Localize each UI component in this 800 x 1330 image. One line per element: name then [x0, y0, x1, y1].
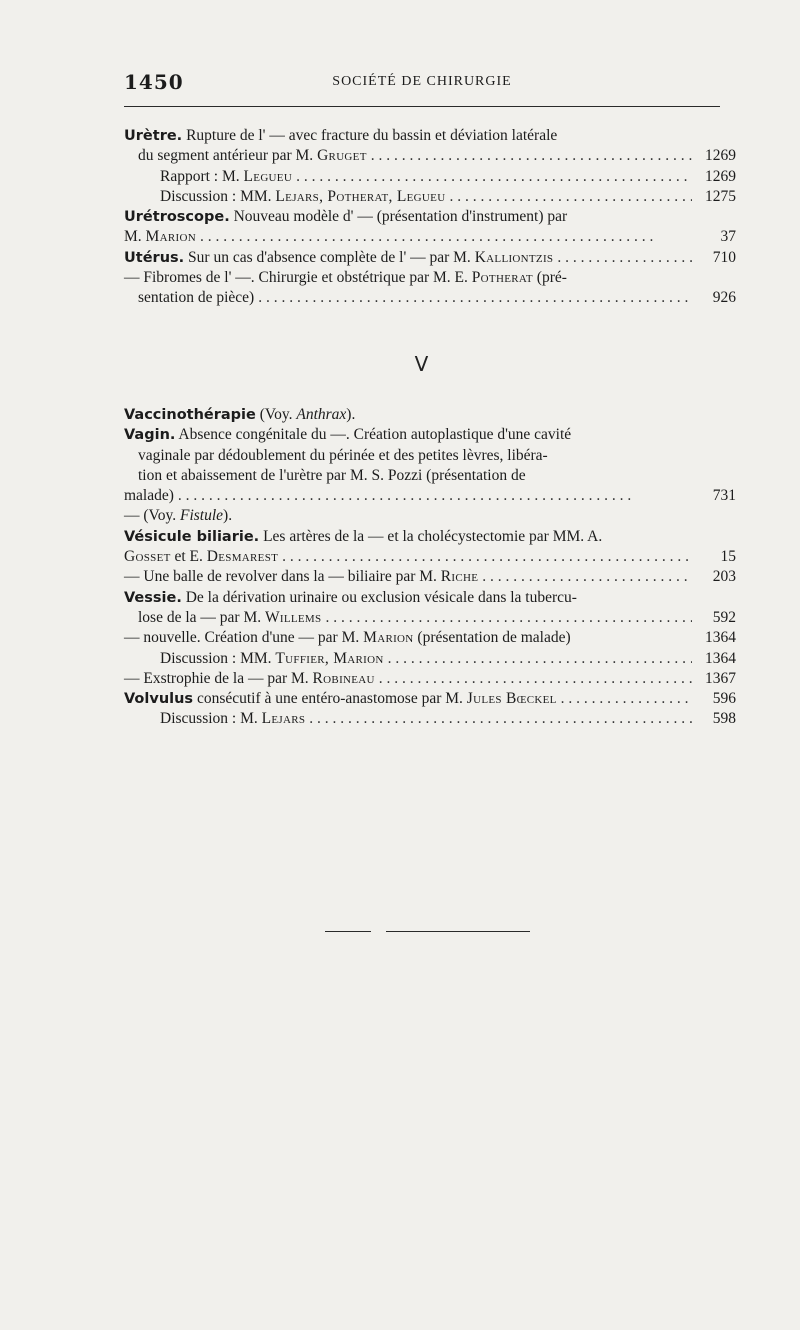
index-entry-line [124, 689, 736, 709]
entry-text [124, 126, 557, 146]
page-reference: 1275 [705, 187, 736, 205]
author-name: Jules Bœckel [466, 690, 557, 708]
entry-text [138, 466, 526, 486]
entry-text-part: Discussion : M. [160, 710, 262, 728]
entry-text-part: du segment antérieur par M. [138, 147, 318, 165]
entry-text-part: Rupture de l' — avec fracture du bassin et déviation latérale [182, 127, 558, 144]
entry-text [124, 669, 375, 689]
index-entry-line [124, 425, 736, 445]
index-entry-line [124, 486, 736, 506]
entry-headword: Volvulus [124, 691, 194, 708]
index-entry-line [124, 288, 736, 308]
section-letter: V [414, 352, 429, 376]
index-entry-line [124, 207, 736, 227]
dot-leader [292, 167, 692, 187]
dot-leader [375, 669, 692, 689]
entry-text [124, 547, 278, 567]
entry-text [124, 588, 577, 608]
author-name: Potherat [471, 269, 533, 287]
page-reference: 598 [712, 710, 736, 728]
entry-text-part: ). [346, 406, 356, 423]
index-entry-line [124, 466, 736, 486]
entry-text-part: Anthrax [296, 406, 347, 423]
dot-leader [553, 248, 692, 268]
entry-text-part: M. [124, 228, 146, 246]
running-title: SOCIÉTÉ DE CHIRURGIE [332, 74, 512, 89]
entry-text [138, 446, 548, 466]
page-number: 1450 [124, 70, 184, 94]
entry-text-part: sentation de pièce) [138, 289, 255, 307]
entry-text [124, 689, 557, 709]
entry-text [160, 709, 305, 729]
entry-text [124, 486, 174, 506]
dot-leader [278, 547, 692, 567]
author-name: Riche [440, 568, 479, 586]
end-rule-right [386, 931, 530, 932]
entry-text-part: Fistule [179, 507, 224, 525]
dot-leader [557, 689, 692, 709]
entry-text [124, 425, 571, 445]
entry-headword: Urètre. [124, 128, 183, 144]
entry-text-part: consécutif à une entéro-anastomose par M. [193, 690, 467, 708]
page-reference: 1364 [705, 629, 736, 647]
index-entry-line [124, 547, 736, 567]
index-entry-line [124, 709, 736, 729]
index-entry-line [124, 506, 736, 526]
page-reference: 926 [712, 289, 736, 307]
entry-text-part: (Voy. [255, 406, 297, 423]
entry-text [124, 405, 355, 425]
page-reference: 592 [712, 608, 736, 626]
index-entry-line [124, 167, 736, 187]
author-name: Lejars, Potherat, Legueu [275, 187, 446, 205]
page-reference: 203 [712, 568, 736, 586]
entry-text-part: — Exstrophie de la — par M. [124, 669, 313, 687]
index-entry-line [124, 588, 736, 608]
entry-text-part: Nouveau modèle d' — (présentation d'instrument) par [229, 208, 568, 226]
entry-text-part: et E. [170, 548, 207, 566]
index-entry-line [124, 248, 736, 268]
dot-leader [196, 227, 692, 247]
entry-text-part: Discussion : MM. [160, 649, 276, 667]
author-name: Gruget [317, 147, 367, 165]
entry-text [124, 207, 567, 227]
page-reference: 1269 [705, 167, 736, 185]
entry-headword: Vaccinothérapie [124, 407, 256, 423]
entry-text-part: — (Voy. [124, 507, 180, 525]
entry-text [138, 608, 321, 628]
index-entry-line [124, 649, 736, 669]
index-section-v [124, 405, 736, 730]
index-entry-line [124, 187, 736, 207]
page-reference: 15 [720, 548, 736, 566]
entry-headword: Vagin. [124, 427, 176, 444]
entry-text [124, 628, 571, 648]
dot-leader [321, 608, 692, 628]
page-reference: 37 [720, 228, 736, 246]
entry-text [124, 248, 553, 268]
author-name: Marion [363, 629, 414, 647]
entry-text [138, 288, 254, 308]
entry-text [124, 268, 567, 288]
entry-text-part: (présentation de malade) [413, 629, 571, 647]
author-name: Tuffier, Marion [275, 649, 384, 667]
entry-text-part: — Fibromes de l' —. Chirurgie et obstétrique par M. E. [124, 269, 472, 287]
entry-text [124, 567, 478, 587]
index-entry-line [124, 405, 736, 425]
index-entry-line [124, 146, 736, 166]
header-rule [124, 106, 720, 107]
author-name: Lejars [261, 710, 306, 728]
dot-leader [174, 486, 692, 506]
entry-text-part: — nouvelle. Création d'une — par M. [124, 629, 364, 647]
dot-leader [254, 288, 692, 308]
dot-leader [305, 709, 692, 729]
index-section-u [124, 126, 736, 309]
entry-text-part: Sur un cas d'absence complète de l' — par M. [184, 248, 475, 266]
page-reference: 1364 [705, 649, 736, 667]
dot-leader [478, 567, 692, 587]
entry-text [160, 167, 292, 187]
author-name: Robineau [312, 669, 375, 687]
index-entry-line [124, 628, 736, 648]
entry-text-part: Discussion : MM. [160, 187, 276, 205]
entry-text-part: (pré- [532, 269, 567, 287]
dot-leader [367, 146, 692, 166]
index-entry-line [124, 126, 736, 146]
end-rule-left [325, 931, 371, 932]
entry-text-part: lose de la — par M. [138, 608, 265, 626]
entry-text [124, 527, 602, 547]
page-reference: 1269 [705, 147, 736, 165]
entry-text-part: tion et abaissement de l'urètre par M. S. Pozzi (présentation de [138, 466, 526, 484]
page-reference: 710 [712, 248, 736, 266]
author-name: Desmarest [206, 548, 279, 566]
entry-headword: Utérus. [124, 249, 185, 266]
entry-text-part: Rapport : M. [160, 167, 244, 185]
page-header [124, 70, 720, 100]
index-entry-line [124, 608, 736, 628]
entry-headword: Vésicule biliarie. [124, 528, 260, 545]
author-name: Gosset [124, 548, 171, 566]
author-name: Kalliontzis [474, 248, 554, 266]
entry-text-part: Les artères de la — et la cholécystectomie par MM. A. [259, 527, 603, 545]
page-reference: 1367 [705, 669, 736, 687]
entry-text [160, 187, 445, 207]
index-entry-line [124, 268, 736, 288]
index-entry-line [124, 527, 736, 547]
entry-text [160, 649, 384, 669]
entry-text-part: De la dérivation urinaire ou exclusion vésicale dans la tubercu- [181, 588, 577, 606]
entry-text-part: malade) [124, 487, 174, 505]
index-entry-line [124, 446, 736, 466]
author-name: Willems [264, 608, 322, 626]
index-entry-line [124, 669, 736, 689]
entry-text-part: vaginale par dédoublement du périnée et des petites lèvres, libéra- [138, 446, 548, 464]
entry-text [124, 227, 196, 247]
entry-text-part: Absence congénitale du —. Création autoplastique d'une cavité [175, 426, 572, 444]
entry-headword: Vessie. [124, 589, 182, 606]
entry-text [124, 506, 232, 526]
page-reference: 731 [712, 487, 736, 505]
index-entry-line [124, 227, 736, 247]
dot-leader [445, 187, 692, 207]
page-reference: 596 [712, 690, 736, 708]
index-entry-line [124, 567, 736, 587]
entry-text [138, 146, 367, 166]
author-name: Legueu [243, 167, 293, 185]
dot-leader [384, 649, 692, 669]
author-name: Marion [145, 228, 196, 246]
entry-text-part: ). [223, 507, 233, 525]
entry-text-part: — Une balle de revolver dans la — biliaire par M. [124, 568, 441, 586]
entry-headword: Urétroscope. [124, 209, 230, 226]
